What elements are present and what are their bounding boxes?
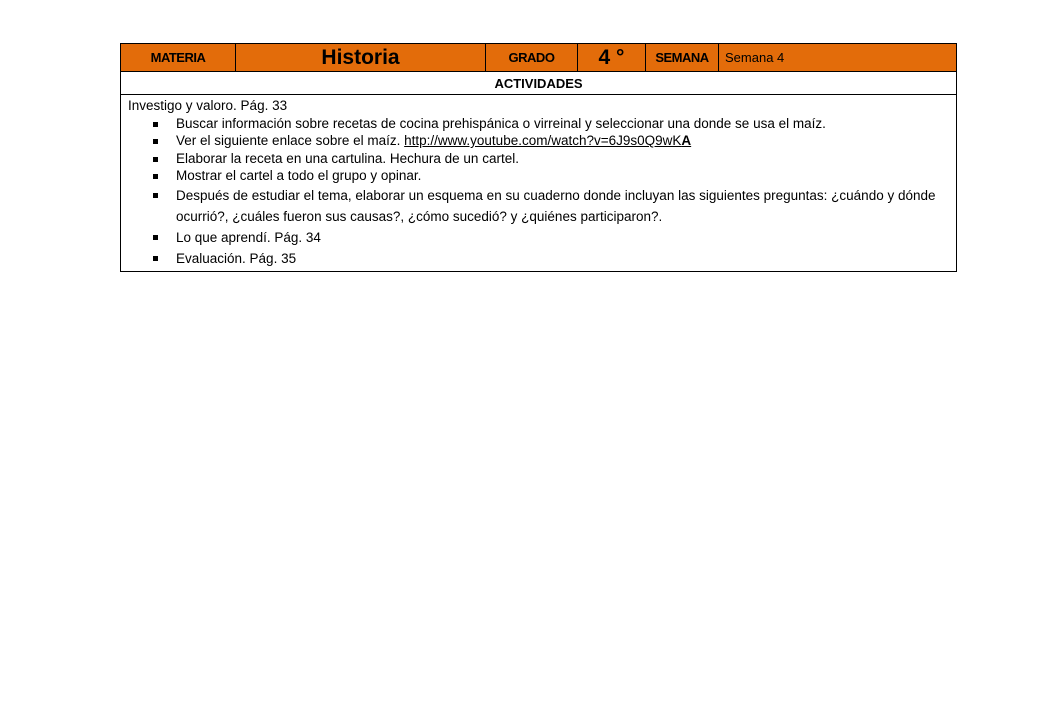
header-row <box>121 44 957 72</box>
activity-item <box>176 150 950 168</box>
youtube-link-text[interactable]: http://www.youtube.com/watch?v=6J9s0Q9wK <box>404 133 682 148</box>
square-bullet-icon <box>153 235 158 240</box>
materia-value: Historia <box>236 44 486 72</box>
activities-intro: Investigo y valoro. Pág. 33 <box>128 98 288 113</box>
activity-item <box>176 227 950 248</box>
activity-text: Después de estudiar el tema, elaborar un esquema en su cuaderno donde incluyan las siguientes preguntas: ¿cuándo y dónde ocurrió?, ¿cuáles fueron sus causas?, ¿cómo sucedió? y ¿quiénes participaron?. <box>176 187 936 224</box>
square-bullet-icon <box>153 256 158 261</box>
square-bullet-icon <box>153 157 158 162</box>
activity-text: Elaborar la receta en una cartulina. Hechura de un cartel. <box>176 150 519 166</box>
semana-value: Semana 4 <box>719 44 957 72</box>
youtube-link-tail[interactable]: A <box>681 133 692 148</box>
activity-item <box>176 132 950 150</box>
activity-text: Evaluación. Pág. 35 <box>176 250 297 266</box>
activities-title-row <box>121 72 957 95</box>
square-bullet-icon <box>153 174 158 179</box>
activities-title: ACTIVIDADES <box>121 72 957 95</box>
semana-label: SEMANA <box>646 44 719 72</box>
activity-item <box>176 167 950 185</box>
activities-body <box>121 95 957 272</box>
activity-item <box>176 185 950 227</box>
lesson-plan-sheet <box>120 43 956 272</box>
activity-text: Buscar información sobre recetas de cocina prehispánica o virreinal y seleccionar una donde se usa el maíz. <box>176 115 826 131</box>
square-bullet-icon <box>153 122 158 127</box>
activities-body-row <box>121 95 957 272</box>
activity-item <box>176 248 950 269</box>
activity-item <box>176 115 950 133</box>
grado-value: 4 ° <box>578 44 646 72</box>
square-bullet-icon <box>153 139 158 144</box>
square-bullet-icon <box>153 193 158 198</box>
materia-label: MATERIA <box>121 44 236 72</box>
lesson-plan-table <box>120 43 957 272</box>
activity-text: Lo que aprendí. Pág. 34 <box>176 229 321 245</box>
grado-label: GRADO <box>486 44 578 72</box>
activity-text: Mostrar el cartel a todo el grupo y opinar. <box>176 168 422 183</box>
activities-list <box>128 115 950 269</box>
youtube-link[interactable] <box>404 133 691 148</box>
activity-text: Ver el siguiente enlace sobre el maíz. <box>176 133 405 148</box>
